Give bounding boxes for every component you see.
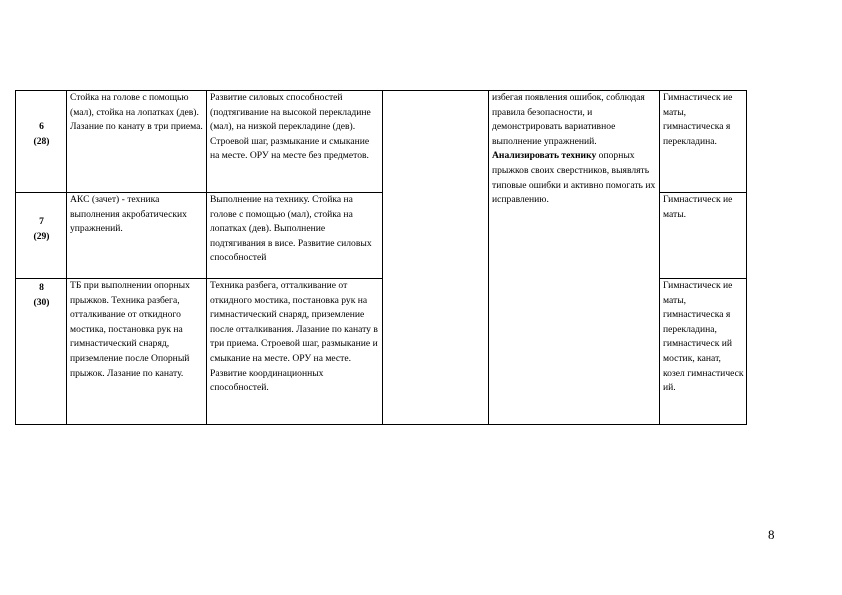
lesson-topic: Стойка на голове с помощью (мал), стойка на лопатках (дев). Лазание по канату в три приема. bbox=[67, 91, 207, 193]
lesson-plan-table bbox=[15, 90, 747, 425]
lesson-topic: ТБ при выполнении опорных прыжков. Техника разбега, отталкивание от откидного мостика, постановка рук на гимнастический снаряд, приземление после Опорный прыжок. Лазание по канату. bbox=[67, 279, 207, 425]
empty-cell bbox=[383, 91, 489, 425]
lesson-tasks: Развитие силовых способностей (подтягивание на высокой перекладине (мал), на низкой перекладине (дев). Строевой шаг, размыкание и смыкание на месте. ОРУ на месте без предметов. bbox=[207, 91, 383, 193]
lesson-number-total: (28) bbox=[33, 135, 50, 147]
lesson-tasks: Техника разбега, отталкивание от откидного мостика, постановка рук на гимнастический снаряд, приземление после отталкивания. Лазание по канату в три приема. Строевой шаг, размыкание и смыкание на месте. ОРУ на месте. Развитие координационных способностей. bbox=[207, 279, 383, 425]
lesson-number: 8 bbox=[39, 282, 44, 293]
activities-bold-text: Анализировать технику bbox=[492, 150, 597, 162]
lesson-number-cell bbox=[16, 91, 67, 193]
lesson-number: 7 bbox=[39, 216, 44, 227]
lesson-tasks: Выполнение на технику. Стойка на голове с помощью (мал), стойка на лопатках (дев). Выполнение подтягивания в висе. Развитие силовых способностей bbox=[207, 193, 383, 279]
lesson-topic: АКС (зачет) - техника выполнения акробатических упражнений. bbox=[67, 193, 207, 279]
lesson-equipment: Гимнастическ ие маты, гимнастическа я перекладина, гимнастическ ий мостик, канат, козел гимнастическ ий. bbox=[660, 279, 747, 425]
activities-text-2: опорных прыжков своих сверстников, выявлять типовые ошибки и активно помогать их исправлению. bbox=[492, 150, 656, 206]
lesson-number-cell bbox=[16, 193, 67, 279]
activities-text-1: избегая появления ошибок, соблюдая правила безопасности, и демонстрировать вариативное выполнение упражнений. bbox=[492, 92, 645, 147]
lesson-equipment: Гимнастическ ие маты, гимнастическа я перекладина. bbox=[660, 91, 747, 193]
lesson-number-cell bbox=[16, 279, 67, 425]
lesson-equipment: Гимнастическ ие маты. bbox=[660, 193, 747, 279]
lesson-number: 6 bbox=[39, 121, 44, 132]
lesson-number-total: (29) bbox=[33, 230, 50, 242]
lesson-number-total: (30) bbox=[33, 296, 50, 308]
page-number: 8 bbox=[768, 527, 775, 542]
student-activities-cell bbox=[489, 91, 660, 425]
table-row bbox=[16, 91, 747, 193]
